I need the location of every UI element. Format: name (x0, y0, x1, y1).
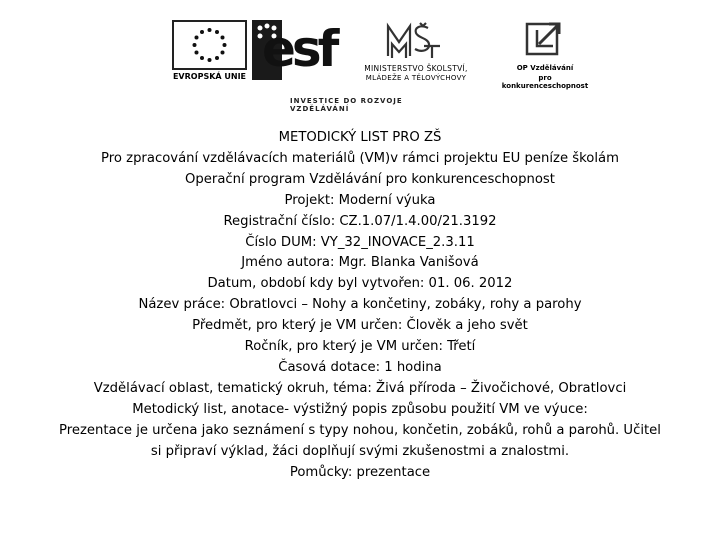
doc-line: Pomůcky: prezentace (289, 464, 431, 480)
logo-banner (0, 0, 720, 113)
doc-line: si připraví výklad, žáci doplňují svými zkušenostmi a znalostmi. (150, 443, 570, 459)
doc-line: Pro zpracování vzdělávacích materiálů (VM)v rámci projektu EU peníze školám (101, 150, 619, 166)
ministry-line1: MINISTERSTVO ŠKOLSTVÍ, (364, 64, 468, 73)
eu-flag-icon (172, 20, 247, 70)
op-line1: OP Vzdělávání (516, 64, 574, 72)
eu-label: EVROPSKÁ UNIE (172, 72, 247, 81)
doc-line: Předmět, pro který je VM určen: Člověk a jeho svět (192, 318, 528, 334)
doc-line: Jméno autora: Mgr. Blanka Vanišová (241, 255, 479, 271)
ministry-logo (346, 20, 486, 82)
document-body (20, 128, 700, 483)
op-logo (500, 18, 590, 90)
op-line2: pro konkurenceschopnost (501, 74, 589, 90)
doc-line: Operační program Vzdělávání pro konkurenceschopnost (185, 171, 555, 187)
doc-line: Registrační číslo: CZ.1.07/1.4.00/21.3192 (223, 213, 497, 229)
slogan: INVESTICE DO ROZVOJE VZDĚLÁVÁNÍ (290, 97, 403, 113)
doc-line: Časová dotace: 1 hodina (278, 359, 442, 375)
esf-logo (252, 20, 336, 82)
document-title: METODICKÝ LIST PRO ZŠ (278, 130, 442, 145)
op-arrow-icon (523, 18, 565, 60)
doc-line: Projekt: Moderní výuka (284, 192, 436, 208)
esf-label: esf (262, 20, 336, 78)
doc-line: Číslo DUM: VY_32_INOVACE_2.3.11 (245, 234, 475, 250)
doc-line: Datum, období kdy byl vytvořen: 01. 06. 2012 (207, 276, 513, 292)
doc-line: Název práce: Obratlovci – Nohy a končetiny, zobáky, rohy a parohy (138, 297, 582, 313)
doc-line: Prezentace je určena jako seznámení s typy nohou, končetin, zobáků, rohů a parohů. Učitel (59, 422, 661, 438)
doc-line: Vzdělávací oblast, tematický okruh, téma: Živá příroda – Živočichové, Obratlovci (93, 380, 627, 396)
msmt-monogram-icon (384, 20, 444, 60)
doc-line: Metodický list, anotace- výstižný popis způsobu použití VM ve výuce: (132, 401, 588, 417)
ministry-line2: MLÁDEŽE A TĚLOVÝCHOVY (365, 74, 467, 82)
doc-line: Ročník, pro který je VM určen: Třetí (244, 339, 476, 355)
eu-logo (172, 20, 247, 82)
